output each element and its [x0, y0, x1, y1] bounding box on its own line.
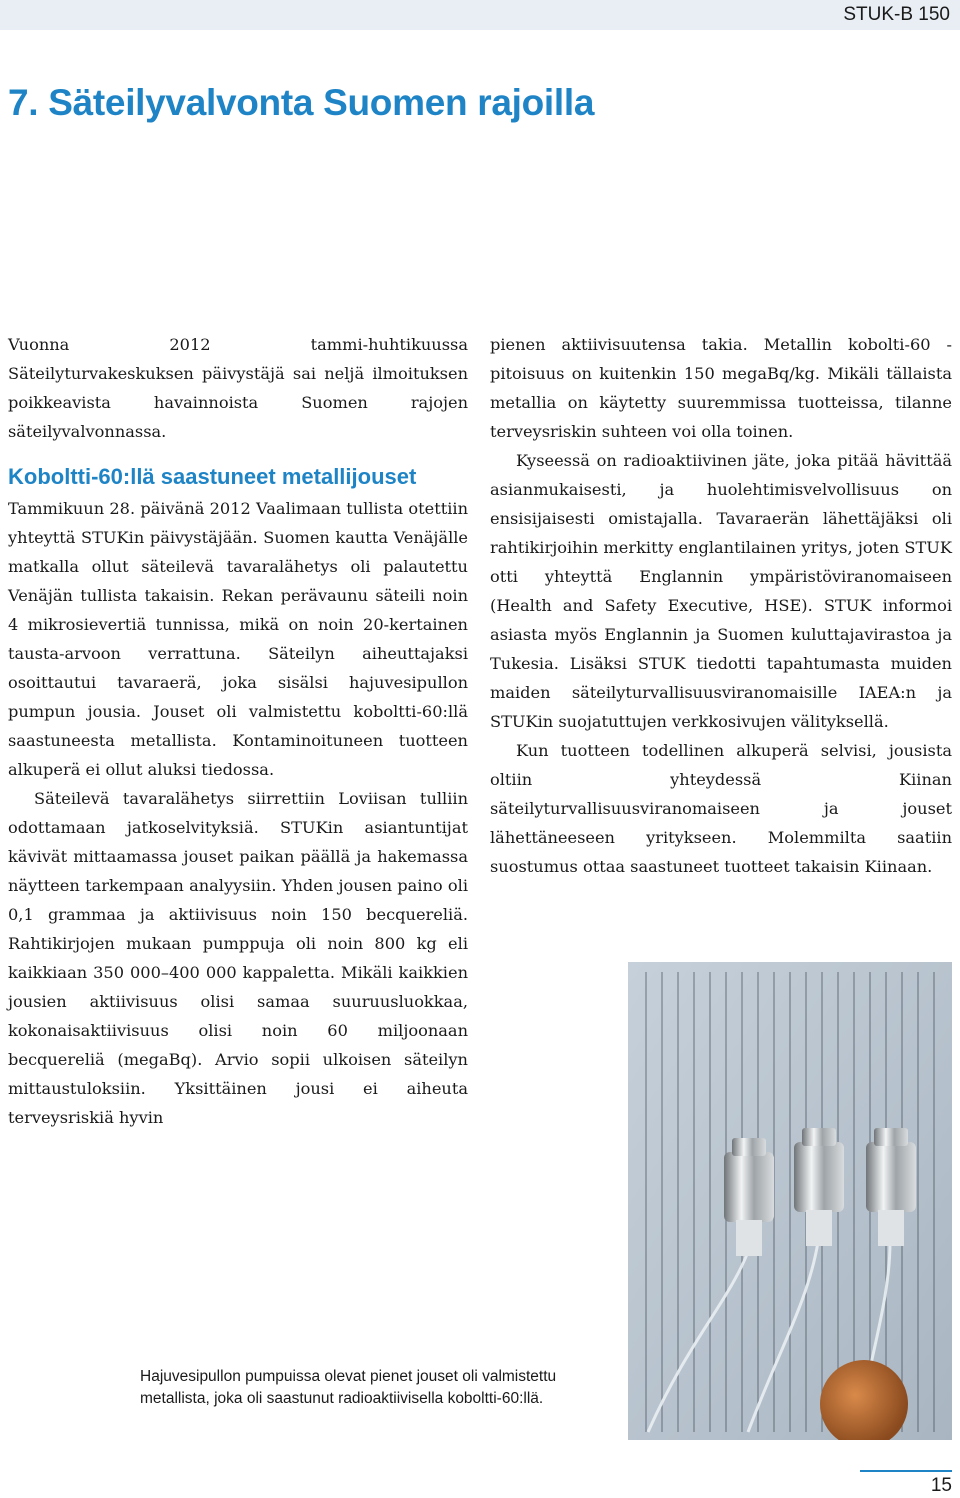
body-paragraph: Kun tuotteen todellinen alkuperä selvisi, jousista oltiin yhteydessä Kiinan säteilyturvallisuusviranomaiseen ja jouset lähettäneeseen yritykseen. Molemmilta saatiin suostumus ottaa saastuneet tuotteet takaisin Kiinaan.: [490, 741, 952, 876]
page-number: 15: [930, 1475, 952, 1496]
body-paragraph: Kyseessä on radioaktiivinen jäte, joka pitää hävittää asianmukaisesti, ja huolehtimisvelvollisuus on ensisijaisesti omistajalla. Tavaraerän lähettäjäksi oli rahtikirjoihin merkitty englantilainen yritys, joten STUK otti yhteyttä Englannin ympäristöviranomaiseen (Health and Safety Executive, HSE). STUK informoi asiasta myös Englannin ja Suomen kuluttajavirastoa ja Tukesia. Lisäksi STUK tiedotti tapahtumasta muiden maiden säteilyturvallisuusviranomaisille IAEA:n ja STUKin suojatuttujen verkkosivujen välityksellä.: [490, 451, 952, 731]
figure-caption: Hajuvesipullon pumpuissa olevat pienet jouset oli valmistettu metallista, joka oli saastunut radioaktiivisella koboltti-60:llä.: [140, 1368, 557, 1407]
photo-illustration: [628, 962, 952, 1440]
body-paragraph: Säteilevä tavaralähetys siirrettiin Loviisan tulliin odottamaan jatkoselvityksiä. STUKin asiantuntijat kävivät mittaamassa jouset paikan päällä ja hakemassa näytteen tarkempaan analyysiin. Yhden jousen paino oli 0,1 grammaa ja aktiivisuus noin 150 becquereliä. Rahtikirjojen mukaan pumppuja oli noin 800 kg eli kaikkiaan 350 000–400 000 kappaletta. Mikäli kaikkien jousien aktiivisuus olisi samaa suuruusluokkaa, kokonaisaktiivisuus olisi noin 60 miljoonaan becquereliä (megaBq). Arvio sopii ulkoisen säteilyn mittaustuloksiin. Yksittäinen jousi ei aiheuta terveysriskiä hyvin: [8, 789, 468, 1127]
section-heading: Koboltti-60:llä saastuneet metallijouset: [8, 464, 417, 489]
body-paragraph: Tammikuun 28. päivänä 2012 Vaalimaan tullista otettiin yhteyttä STUKin päivystäjään. Suomen kautta Venäjälle matkalla ollut säteilevä tavaralähetys oli palautettu Venäjän tullista takaisin. Rekan perävaunu säteili noin 4 mikrosievertiä tunnissa, mikä on noin 20-kertainen tausta-arvoon verrattuna. Säteilyn aiheuttajaksi osoittautui tavaraerä, joka sisälsi hajuvesipullon pumpun jousia. Jouset oli valmistettu koboltti-60:llä saastuneesta metallista. Kontaminoituneen tuotteen alkuperä ei ollut aluksi tiedossa.: [8, 499, 468, 779]
series-label: STUK-B 150: [843, 4, 950, 25]
page-title: 7. Säteilyvalvonta Suomen rajoilla: [8, 82, 595, 123]
footer-rule: [860, 1470, 952, 1472]
body-paragraph: pienen aktiivisuutensa takia. Metallin kobolti-60 -pitoisuus on kuitenkin 150 megaBq/kg. Mikäli tällaista metallia on käytetty suuremmissa tuotteissa, tilanne terveysriskin suhteen voi olla toinen.: [490, 335, 952, 441]
photo-perfume-pump-springs: [628, 962, 952, 1440]
right-column: [490, 330, 952, 881]
left-column: [8, 330, 468, 1132]
header-bar: [0, 0, 960, 30]
intro-paragraph: Vuonna 2012 tammi-huhtikuussa Säteilyturvakeskuksen päivystäjä sai neljä ilmoituksen poikkeavista havainnoista Suomen rajojen säteilyvalvonnassa.: [8, 335, 468, 441]
